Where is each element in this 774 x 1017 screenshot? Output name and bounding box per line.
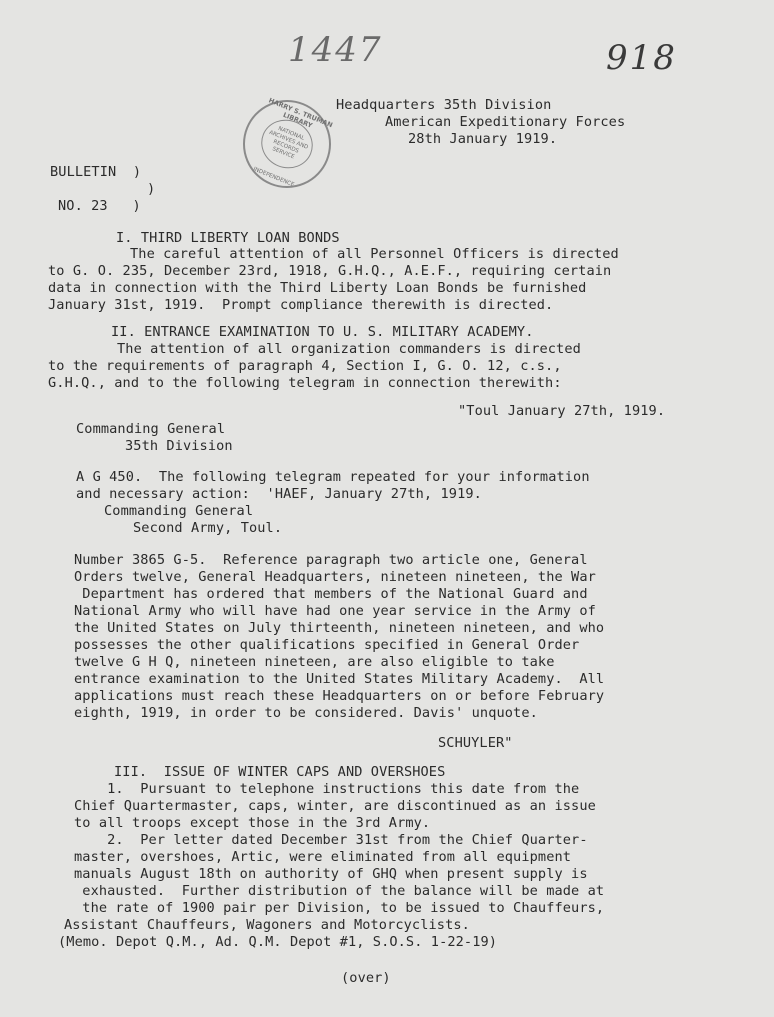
page-footer-over: (over) (341, 970, 391, 986)
telegram-body-line: twelve G H Q, nineteen nineteen, are also eligible to take (74, 654, 555, 670)
telegram-body-line: the United States on July thirteenth, nineteen nineteen, and who (74, 620, 605, 636)
section-3-line: exhausted. Further distribution of the balance will be made at (74, 883, 605, 899)
telegram-body-line: entrance examination to the United States Military Academy. All (74, 671, 605, 687)
section-1-line: January 31st, 1919. Prompt compliance therewith is directed. (48, 297, 554, 313)
section-2-title: II. ENTRANCE EXAMINATION TO U. S. MILITARY ACADEMY. (111, 324, 534, 340)
bulletin-label: BULLETIN ) (50, 164, 142, 180)
telegram-body-line: possesses the other qualifications specified in General Order (74, 637, 580, 653)
stamp-bottom-text: INDEPENDENCE (252, 166, 295, 189)
section-3-line: Assistant Chauffeurs, Wagoners and Motorcyclists. (64, 917, 470, 933)
cg-line: Commanding General (104, 503, 254, 519)
section-3-line: (Memo. Depot Q.M., Ad. Q.M. Depot #1, S.O.S. 1-22-19) (58, 934, 498, 950)
section-2-line: The attention of all organization commanders is directed (117, 341, 581, 357)
section-3-line: the rate of 1900 pair per Division, to be issued to Chauffeurs, (74, 900, 605, 916)
handwritten-page-number: 918 (606, 38, 677, 78)
ag-line: and necessary action: 'HAEF, January 27th, 1919. (76, 486, 482, 502)
telegram-addressee: Commanding General (76, 421, 226, 437)
telegram-addressee: 35th Division (125, 438, 233, 454)
section-3-line: Chief Quartermaster, caps, winter, are discontinued as an issue (74, 798, 596, 814)
stamp-ring-text: HARRY S. TRUMAN LIBRARY (267, 96, 334, 130)
section-2-line: G.H.Q., and to the following telegram in connection therewith: (48, 375, 562, 391)
telegram-body-line: applications must reach these Headquarters on or before February (74, 688, 605, 704)
section-3-line: master, overshoes, Artic, were eliminated from all equipment (74, 849, 572, 865)
ag-line: A G 450. The following telegram repeated for your information (76, 469, 590, 485)
bulletin-number: NO. 23 ) (58, 198, 141, 214)
header-line-1: Headquarters 35th Division (336, 97, 552, 113)
telegram-signature: SCHUYLER" (438, 735, 513, 751)
telegram-body-line: eighth, 1919, in order to be considered. Davis' unquote. (74, 705, 538, 721)
section-1-title: I. THIRD LIBERTY LOAN BONDS (116, 230, 340, 246)
cg-line: Second Army, Toul. (133, 520, 283, 536)
section-3-line: to all troops except those in the 3rd Army. (74, 815, 431, 831)
telegram-body-line: Number 3865 G-5. Reference paragraph two article one, General (74, 552, 588, 568)
telegram-body-line: National Army who will have had one year service in the Army of (74, 603, 596, 619)
section-2-line: to the requirements of paragraph 4, Section I, G. O. 12, c.s., (48, 358, 562, 374)
section-1-line: to G. O. 235, December 23rd, 1918, G.H.Q., A.E.F., requiring certain (48, 263, 612, 279)
section-1-line: data in connection with the Third Liberty Loan Bonds be furnished (48, 280, 587, 296)
handwritten-file-number: 1447 (288, 30, 383, 70)
archive-stamp (230, 87, 345, 202)
section-3-line: 2. Per letter dated December 31st from the Chief Quarter- (74, 832, 588, 848)
section-3-line: manuals August 18th on authority of GHQ when present supply is (74, 866, 588, 882)
header-line-3: 28th January 1919. (408, 131, 558, 147)
telegram-body-line: Orders twelve, General Headquarters, nineteen nineteen, the War (74, 569, 596, 585)
bulletin-spacer: ) (147, 181, 156, 197)
telegram-date: "Toul January 27th, 1919. (458, 403, 666, 419)
section-3-line: 1. Pursuant to telephone instructions this date from the (74, 781, 580, 797)
section-1-line: The careful attention of all Personnel Officers is directed (130, 246, 619, 262)
header-line-2: American Expeditionary Forces (385, 114, 626, 130)
stamp-inner-text: NATIONAL ARCHIVES AND RECORDS SERVICE (268, 125, 309, 161)
section-3-title: III. ISSUE OF WINTER CAPS AND OVERSHOES (114, 764, 446, 780)
telegram-body-line: Department has ordered that members of the National Guard and (74, 586, 588, 602)
